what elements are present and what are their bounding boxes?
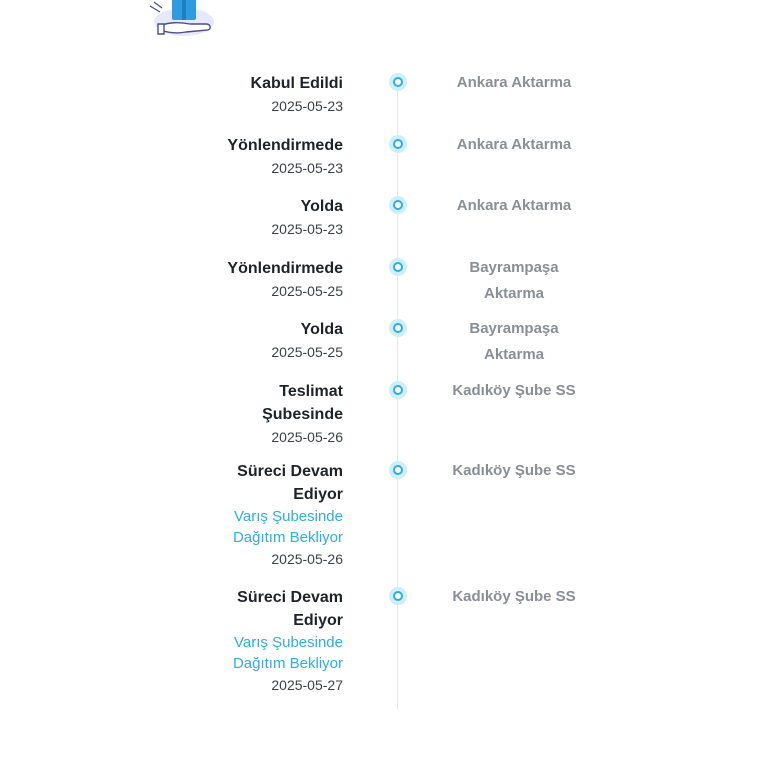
event-status-block xyxy=(173,318,343,364)
event-location: Ankara Aktarma xyxy=(456,74,572,91)
event-date: 2025-05-27 xyxy=(271,677,343,693)
event-status: Süreci Devam Ediyor xyxy=(237,589,343,629)
event-status-block xyxy=(203,380,343,449)
event-date: 2025-05-26 xyxy=(271,429,343,445)
event-status-block xyxy=(173,134,343,180)
event-status-block xyxy=(173,72,343,118)
event-date: 2025-05-23 xyxy=(271,98,343,114)
event-status: Teslimat Şubesinde xyxy=(262,383,343,423)
event-status-block xyxy=(173,257,343,303)
event-substatus: Varış Şubesinde Dağıtım Bekliyor xyxy=(232,634,343,672)
event-location: Ankara Aktarma xyxy=(456,197,572,214)
event-date: 2025-05-23 xyxy=(271,221,343,237)
timeline-dot-icon xyxy=(389,381,407,399)
event-status: Yolda xyxy=(300,198,343,215)
event-location: Kadıköy Şube SS xyxy=(452,588,576,605)
event-status: Yönlendirmede xyxy=(227,260,343,277)
timeline-dot-icon xyxy=(389,73,407,91)
event-location: Bayrampaşa Aktarma xyxy=(469,259,559,302)
event-date: 2025-05-25 xyxy=(271,344,343,360)
event-status-block xyxy=(203,460,343,571)
event-status: Yolda xyxy=(300,321,343,338)
event-date: 2025-05-23 xyxy=(271,160,343,176)
event-status: Yönlendirmede xyxy=(227,137,343,154)
event-status: Süreci Devam Ediyor xyxy=(237,463,343,503)
event-status-block xyxy=(173,195,343,241)
event-status: Kabul Edildi xyxy=(250,75,343,92)
timeline-dot-icon xyxy=(389,587,407,605)
event-location: Kadıköy Şube SS xyxy=(452,382,576,399)
event-location: Bayrampaşa Aktarma xyxy=(469,320,559,363)
event-date: 2025-05-25 xyxy=(271,283,343,299)
timeline-dot-icon xyxy=(389,258,407,276)
event-location: Ankara Aktarma xyxy=(456,136,572,153)
event-location: Kadıköy Şube SS xyxy=(452,462,576,479)
timeline-dot-icon xyxy=(389,196,407,214)
timeline-dot-icon xyxy=(389,319,407,337)
package-hand-icon xyxy=(146,0,218,40)
event-status-block xyxy=(203,586,343,697)
event-substatus: Varış Şubesinde Dağıtım Bekliyor xyxy=(232,508,343,546)
event-date: 2025-05-26 xyxy=(271,551,343,567)
timeline-dot-icon xyxy=(389,135,407,153)
timeline-dot-icon xyxy=(389,461,407,479)
